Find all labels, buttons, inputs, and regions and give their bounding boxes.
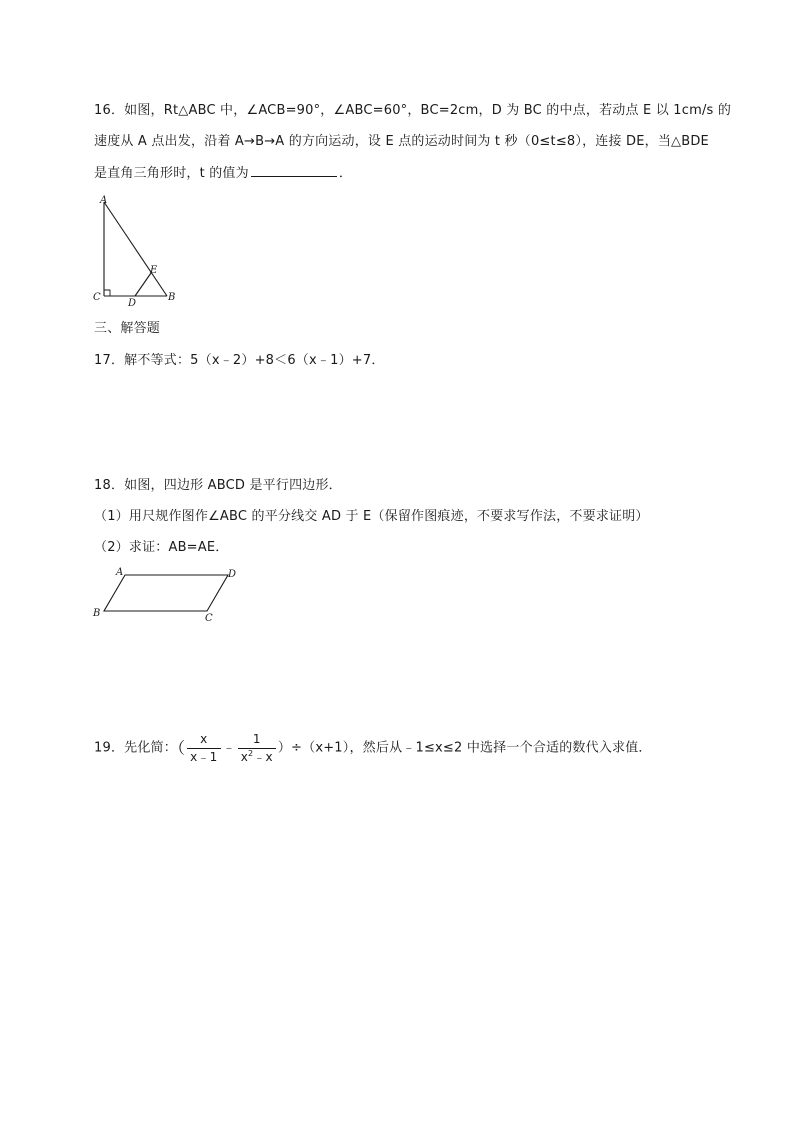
- q19-expression: [94, 733, 652, 764]
- q18-line-3: （2）求证：AB=AE．: [94, 540, 229, 555]
- q18-line-1: 18．如图，四边形 ABCD 是平行四边形．: [94, 478, 342, 493]
- parallelogram-figure: [90, 564, 240, 624]
- answer-blank: [251, 164, 337, 177]
- q19-prefix: 19．先化简：: [94, 740, 177, 756]
- q16-line-3-text: 是直角三角形时，t 的值为: [94, 166, 249, 181]
- fraction-2-denominator: [238, 749, 276, 764]
- fraction-2-numerator: 1: [238, 733, 276, 749]
- q16-line-2: 速度从 A 点出发，沿着 A→B→A 的方向运动，设 E 点的运动时间为 t 秒（0≤t≤8），连接 DE，当△BDE: [94, 134, 709, 149]
- fraction-1: [187, 733, 220, 764]
- label-d: D: [128, 298, 137, 307]
- label-c: C: [205, 613, 213, 624]
- section-title: 三、解答题: [94, 321, 161, 336]
- q16-line-3-end: ．: [338, 166, 353, 181]
- q16-line-1: 16．如图，Rt△ABC 中，∠ACB=90°，∠ABC=60°，BC=2cm，D 为 BC 的中点，若动点 E 以 1cm/s 的: [94, 103, 732, 118]
- q19-suffix: ）÷（x+1），然后从﹣1≤x≤2 中选择一个合适的数代入求值．: [277, 740, 652, 756]
- label-e: E: [150, 265, 158, 276]
- triangle-figure: [90, 192, 185, 307]
- open-paren: （: [176, 738, 186, 758]
- q18-line-2: （1）用尺规作图作∠ABC 的平分线交 AD 于 E（保留作图痕迹，不要求写作法，不要求证明）: [94, 509, 649, 524]
- fraction-2-den-exponent: 2: [248, 749, 254, 758]
- fraction-2: [238, 733, 276, 764]
- parallelogram-abcd: [104, 575, 228, 611]
- segment-de: [135, 273, 151, 296]
- fraction-2-den-base: x: [240, 750, 249, 764]
- label-d: D: [228, 569, 237, 580]
- label-a: A: [100, 195, 108, 206]
- label-a: A: [116, 567, 124, 578]
- right-angle-mark: [104, 290, 110, 296]
- fraction-1-denominator: x﹣1: [190, 750, 218, 764]
- label-c: C: [93, 292, 101, 303]
- q16-line-3: [94, 164, 352, 183]
- q17-text: 17．解不等式：5（x﹣2）+8＜6（x﹣1）+7．: [94, 353, 385, 368]
- fraction-2-den-rest: ﹣x: [253, 750, 273, 764]
- label-b: B: [93, 608, 101, 619]
- minus-sign: ﹣: [222, 740, 236, 756]
- fraction-1-numerator: x: [187, 733, 220, 749]
- label-b: B: [168, 292, 176, 303]
- side-ab: [104, 202, 167, 296]
